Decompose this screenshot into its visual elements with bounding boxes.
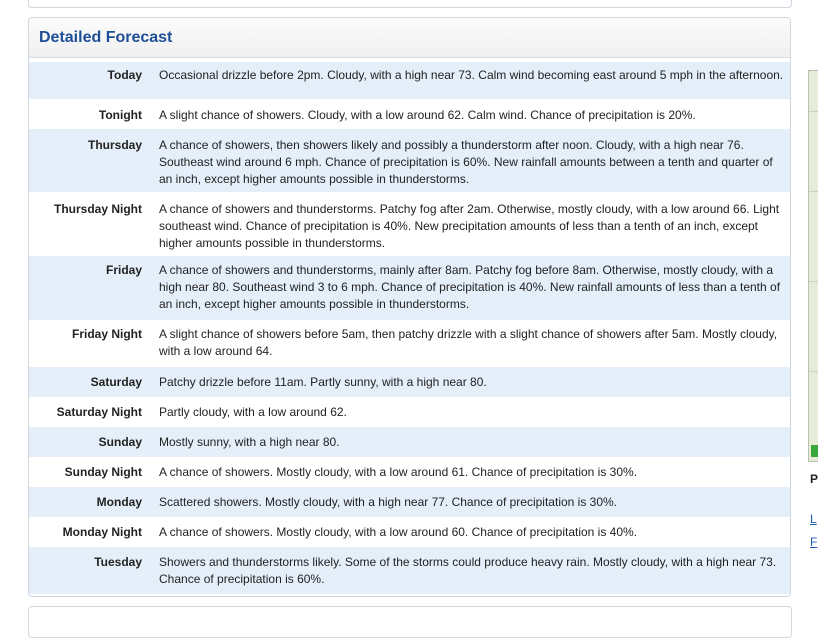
forecast-period: Tuesday xyxy=(94,555,142,569)
forecast-period: Sunday Night xyxy=(64,465,142,479)
detailed-forecast-panel xyxy=(28,17,791,597)
forecast-period: Sunday xyxy=(98,435,142,449)
forecast-text: Patchy drizzle before 11am. Partly sunny, with a high near 80. xyxy=(159,375,487,389)
forecast-row xyxy=(29,99,790,129)
forecast-text: A chance of showers and thunderstorms. Patchy fog after 2am. Otherwise, mostly cloudy, with a low around 66. Light southeast wind. Chance of precipitation is 40%. New precipitation amounts of less than a tenth of an inch, except higher amounts possible in thunderstorms. xyxy=(159,202,780,250)
forecast-row xyxy=(29,547,790,594)
forecast-map-thumbnail[interactable] xyxy=(808,70,818,462)
map-road-line xyxy=(809,281,818,282)
forecast-period: Thursday xyxy=(87,138,142,152)
forecast-row xyxy=(29,192,790,256)
map-road-line xyxy=(809,111,818,112)
forecast-text: A chance of showers. Mostly cloudy, with a low around 60. Chance of precipitation is 40%. xyxy=(159,525,638,539)
forecast-period: Saturday Night xyxy=(56,405,142,419)
panel-title: Detailed Forecast xyxy=(39,29,173,46)
forecast-row xyxy=(29,427,790,457)
sidebar-link-fragment[interactable]: F xyxy=(810,535,818,549)
forecast-row xyxy=(29,256,790,320)
forecast-text: Mostly sunny, with a high near 80. xyxy=(159,435,340,449)
forecast-period: Friday Night xyxy=(71,327,142,341)
panel-header xyxy=(29,18,790,58)
forecast-text: A slight chance of showers. Cloudy, with a low around 62. Calm wind. Chance of precipitation is 20%. xyxy=(159,108,696,122)
forecast-period: Saturday xyxy=(90,375,142,389)
forecast-text: Occasional drizzle before 2pm. Cloudy, with a high near 73. Calm wind becoming east around 5 mph in the afternoon. xyxy=(159,68,784,82)
map-road-line xyxy=(809,191,818,192)
forecast-text: Partly cloudy, with a low around 62. xyxy=(159,405,347,419)
map-marker-icon xyxy=(811,445,818,457)
forecast-row xyxy=(29,487,790,517)
forecast-period: Friday xyxy=(105,263,142,277)
forecast-period: Today xyxy=(107,68,142,82)
forecast-text: A chance of showers. Mostly cloudy, with a low around 61. Chance of precipitation is 30%. xyxy=(159,465,638,479)
next-panel-edge xyxy=(28,606,792,638)
forecast-row xyxy=(29,320,790,367)
forecast-text: A chance of showers and thunderstorms, mainly after 8am. Patchy fog before 8am. Otherwise, mostly cloudy, with a high near 80. Southeast wind 3 to 6 mph. Chance of precipitation is 40%. New rainfall amounts of less than a tenth of an inch, except higher amounts possible in thunderstorms. xyxy=(159,263,781,311)
forecast-text: A chance of showers, then showers likely and possibly a thunderstorm after noon. Cloudy, with a high near 76. Southeast wind around 6 mph. Chance of precipitation is 60%. New rainfall amounts between a tenth and quarter of an inch, except higher amounts possible in thunderstorms. xyxy=(159,138,773,186)
forecast-row xyxy=(29,517,790,547)
forecast-text: Showers and thunderstorms likely. Some of the storms could produce heavy rain. Mostly cloudy, with a high near 73. Chance of precipitation is 60%. xyxy=(159,555,777,586)
forecast-row xyxy=(29,397,790,427)
forecast-period: Monday xyxy=(96,495,142,509)
sidebar-heading-fragment: P xyxy=(810,472,818,486)
forecast-row xyxy=(29,62,790,99)
forecast-row xyxy=(29,457,790,487)
sidebar-link-fragment[interactable]: L xyxy=(810,512,817,526)
forecast-period: Tonight xyxy=(98,108,142,122)
map-road-line xyxy=(809,371,818,372)
forecast-row xyxy=(29,129,790,192)
previous-panel-edge xyxy=(28,0,792,8)
forecast-period: Monday Night xyxy=(62,525,142,539)
forecast-text: Scattered showers. Mostly cloudy, with a high near 77. Chance of precipitation is 30%. xyxy=(159,495,618,509)
forecast-list xyxy=(29,58,790,594)
forecast-text: A slight chance of showers before 5am, then patchy drizzle with a slight chance of showers after 5am. Mostly cloudy, with a low around 64. xyxy=(159,327,778,358)
forecast-period: Thursday Night xyxy=(53,202,142,216)
forecast-row xyxy=(29,367,790,397)
